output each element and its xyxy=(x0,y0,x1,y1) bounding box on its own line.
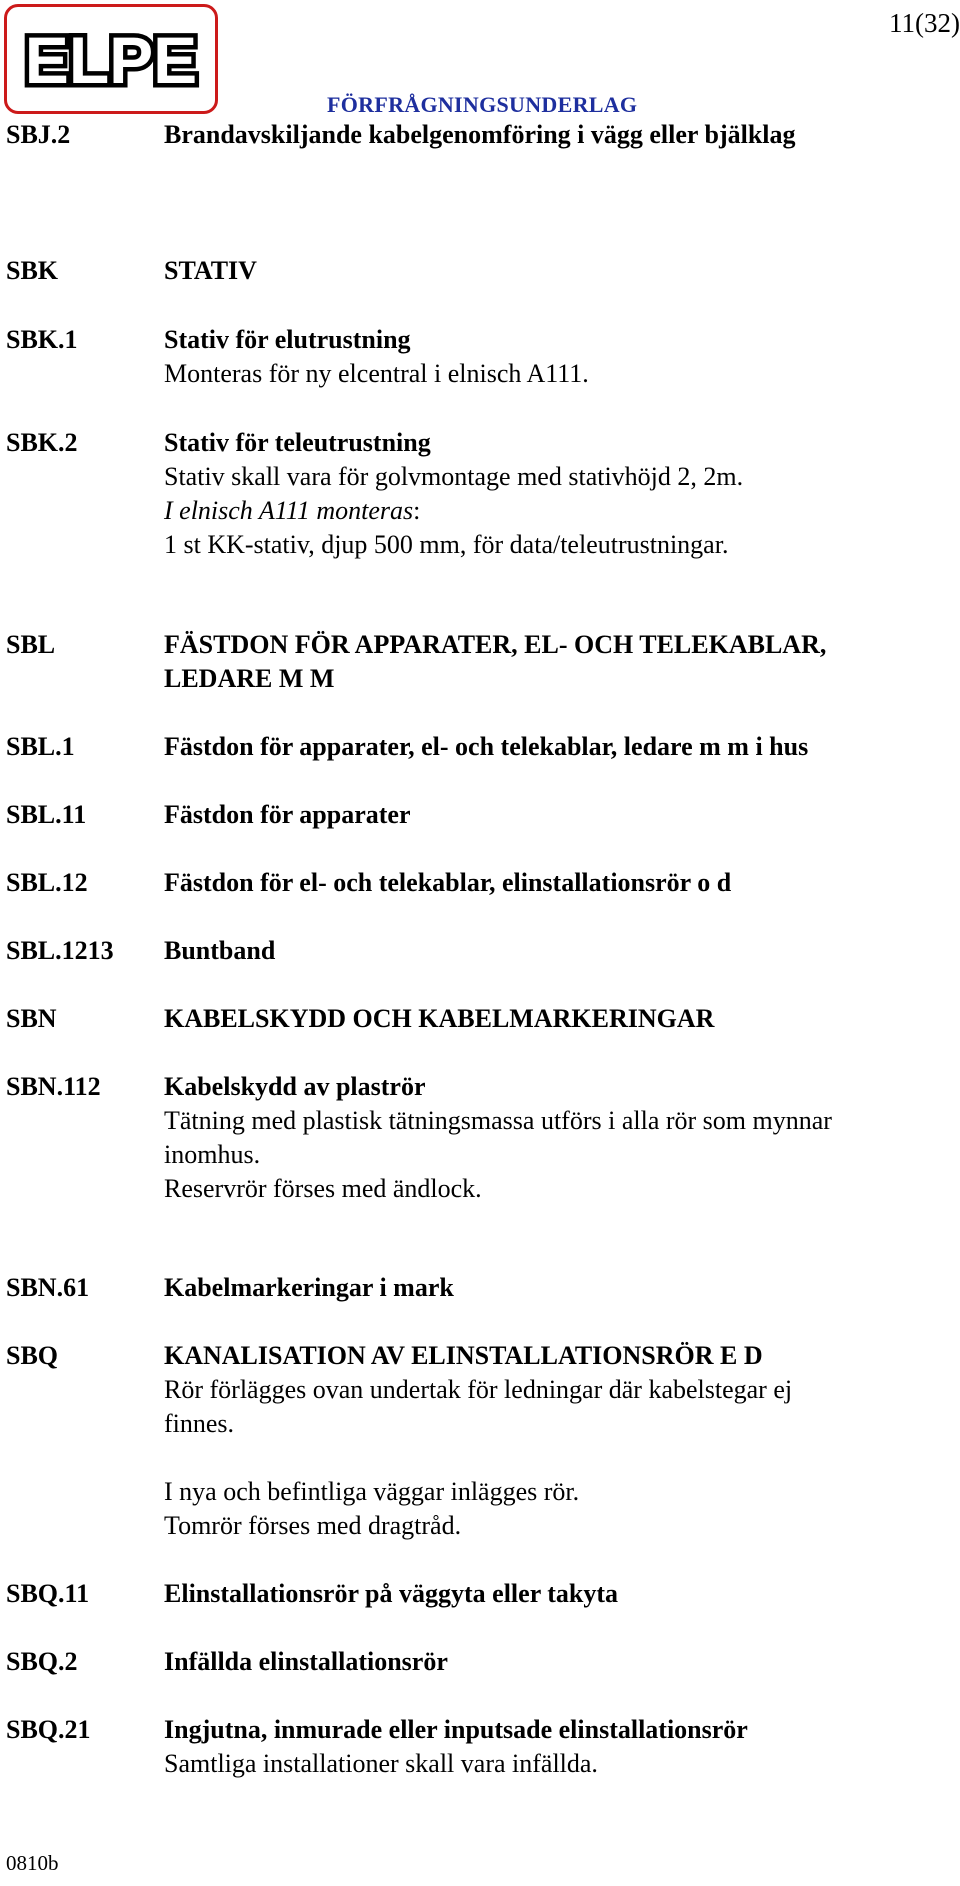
section-title: Fästdon för apparater xyxy=(164,800,411,829)
section-code: SBQ.2 xyxy=(6,1647,78,1676)
section-title: Stativ för teleutrustning xyxy=(164,428,431,457)
section-code: SBQ xyxy=(6,1341,59,1370)
elpe-logo-graphic xyxy=(7,7,215,111)
section-title: Fästdon för apparater, el- och telekablar, ledare m m i hus xyxy=(164,732,809,761)
section-code: SBL.1213 xyxy=(6,936,114,965)
document-header-label: FÖRFRÅGNINGSUNDERLAG xyxy=(327,92,638,117)
section-text: finnes. xyxy=(164,1409,235,1438)
section-title: Brandavskiljande kabelgenomföring i vägg eller bjälklag xyxy=(164,120,796,149)
section-text: Tätning med plastisk tätningsmassa utförs i alla rör som mynnar xyxy=(164,1106,832,1135)
section-title-continued: LEDARE M M xyxy=(164,664,335,693)
elpe-logo xyxy=(4,4,218,114)
section-title: KABELSKYDD OCH KABELMARKERINGAR xyxy=(164,1004,715,1033)
italic-text: I elnisch A111 monteras xyxy=(164,496,414,525)
section-code: SBQ.11 xyxy=(6,1579,90,1608)
footer-revision: 0810b xyxy=(6,1851,59,1875)
section-code: SBN.61 xyxy=(6,1273,90,1302)
colon-text: : xyxy=(413,496,421,525)
section-text: I nya och befintliga väggar inlägges rör. xyxy=(164,1477,580,1506)
section-code: SBL.11 xyxy=(6,800,87,829)
section-title: Stativ för elutrustning xyxy=(164,325,411,354)
section-text: Rör förlägges ovan undertak för ledningar där kabelstegar ej xyxy=(164,1375,793,1404)
section-title: Buntband xyxy=(164,936,276,965)
page-number: 11(32) xyxy=(889,8,960,38)
section-title: FÄSTDON FÖR APPARATER, EL- OCH TELEKABLAR, xyxy=(164,630,827,659)
section-text: Stativ skall vara för golvmontage med stativhöjd 2, 2m. xyxy=(164,462,744,491)
section-code: SBN.112 xyxy=(6,1072,101,1101)
section-title: Kabelskydd av plaströr xyxy=(164,1072,426,1101)
section-code: SBL.1 xyxy=(6,732,75,761)
section-code: SBQ.21 xyxy=(6,1715,91,1744)
logo-text: ELPE xyxy=(24,23,198,97)
section-code: SBK.1 xyxy=(6,325,78,354)
section-text: Tomrör förses med dragtråd. xyxy=(164,1511,462,1540)
section-text: 1 st KK-stativ, djup 500 mm, för data/teleutrustningar. xyxy=(164,530,729,559)
section-code: SBK xyxy=(6,256,59,285)
section-text: Samtliga installationer skall vara infällda. xyxy=(164,1749,598,1778)
section-text: inomhus. xyxy=(164,1140,261,1169)
section-title: Infällda elinstallationsrör xyxy=(164,1647,448,1676)
section-code: SBL.12 xyxy=(6,868,88,897)
section-title: KANALISATION AV ELINSTALLATIONSRÖR E D xyxy=(164,1341,763,1370)
section-text: Reservrör förses med ändlock. xyxy=(164,1174,482,1203)
section-title: Kabelmarkeringar i mark xyxy=(164,1273,454,1302)
section-text: Monteras för ny elcentral i elnisch A111. xyxy=(164,359,589,388)
section-title: Fästdon för el- och telekablar, elinstallationsrör o d xyxy=(164,868,732,897)
section-code: SBN xyxy=(6,1004,57,1033)
section-title: Elinstallationsrör på väggyta eller takyta xyxy=(164,1579,619,1608)
section-title: Ingjutna, inmurade eller inputsade elinstallationsrör xyxy=(164,1715,748,1744)
section-title: STATIV xyxy=(164,256,257,285)
section-code: SBJ.2 xyxy=(6,120,71,149)
section-code: SBK.2 xyxy=(6,428,78,457)
section-text xyxy=(164,496,420,526)
section-code: SBL xyxy=(6,630,56,659)
